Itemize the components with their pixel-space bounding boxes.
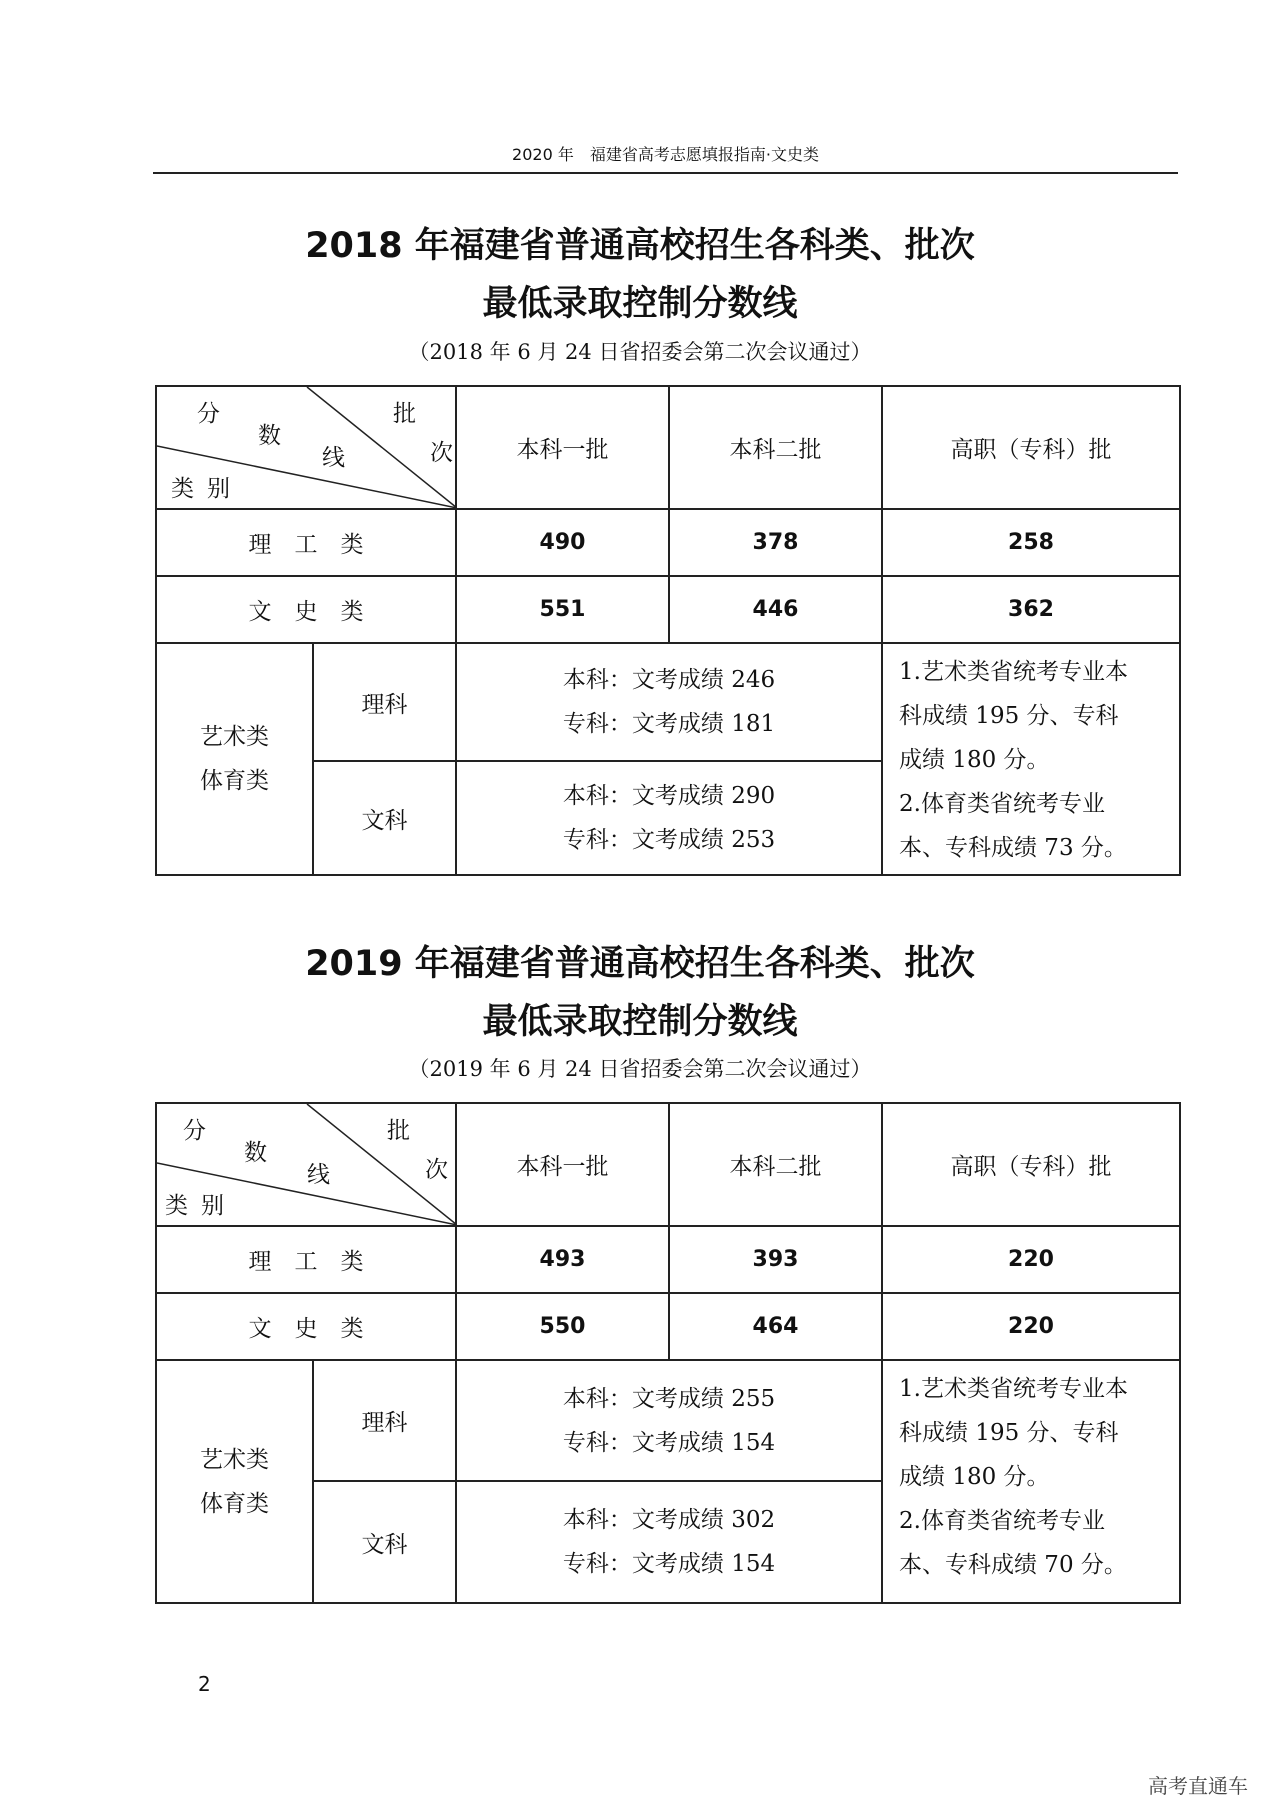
title-2018-line2: 最低录取控制分数线 bbox=[482, 284, 798, 324]
page-header: 2020 年 福建省高考志愿填报指南·文史类 bbox=[153, 138, 1178, 174]
art-sports-label bbox=[156, 1360, 313, 1603]
note-2a: 2.体育类省统考专业 bbox=[899, 791, 1105, 817]
row-label: 理 工 类 bbox=[156, 1226, 456, 1293]
table-row bbox=[156, 509, 1180, 576]
corner-ci: 次 bbox=[425, 1157, 448, 1183]
title-2019-line2: 最低录取控制分数线 bbox=[482, 1002, 798, 1042]
corner-lei: 类 bbox=[165, 1193, 188, 1219]
art-label: 艺术类 bbox=[200, 724, 269, 750]
score-value: 220 bbox=[882, 1293, 1180, 1360]
corner-cell bbox=[156, 1103, 456, 1226]
liberal-college-score: 专科：文考成绩 253 bbox=[562, 827, 776, 853]
science-bachelor-score: 本科：文考成绩 246 bbox=[562, 667, 776, 693]
column-header: 本科二批 bbox=[669, 1103, 882, 1226]
table-row bbox=[156, 643, 1180, 761]
note-1c: 成绩 180 分。 bbox=[899, 1464, 1050, 1490]
notes-cell bbox=[882, 1360, 1180, 1603]
corner-ci: 次 bbox=[430, 440, 453, 466]
art-label: 艺术类 bbox=[200, 1446, 269, 1473]
row-label: 文 史 类 bbox=[156, 576, 456, 643]
corner-bie: 别 bbox=[201, 1193, 224, 1219]
liberal-bachelor-score: 本科：文考成绩 290 bbox=[562, 783, 776, 809]
column-header: 本科一批 bbox=[456, 1103, 669, 1226]
score-value: 551 bbox=[456, 576, 669, 643]
row-label: 理 工 类 bbox=[156, 509, 456, 576]
score-value: 464 bbox=[669, 1293, 882, 1360]
table-header-row bbox=[156, 1103, 1180, 1226]
note-2b: 本、专科成绩 73 分。 bbox=[899, 835, 1127, 861]
notes-cell bbox=[882, 643, 1180, 875]
corner-lei: 类 bbox=[171, 476, 194, 502]
note-1b: 科成绩 195 分、专科 bbox=[899, 1420, 1119, 1446]
liberal-bachelor-score: 本科：文考成绩 302 bbox=[562, 1507, 776, 1533]
title-2018-line1: 2018 年福建省普通高校招生各科类、批次 bbox=[305, 226, 975, 266]
column-header: 高职（专科）批 bbox=[882, 1103, 1180, 1226]
corner-xian: 线 bbox=[307, 1162, 330, 1188]
note-2a: 2.体育类省统考专业 bbox=[899, 1508, 1105, 1534]
watermark: 高考直通车 bbox=[1148, 1774, 1248, 1798]
liberal-label: 文科 bbox=[313, 761, 456, 875]
subtitle-2019: （2019 年 6 月 24 日省招委会第二次会议通过） bbox=[408, 1057, 872, 1081]
corner-bie: 别 bbox=[207, 476, 230, 502]
science-scores bbox=[456, 643, 882, 761]
corner-fen: 分 bbox=[183, 1118, 206, 1144]
corner-pi: 批 bbox=[393, 401, 416, 427]
score-value: 490 bbox=[456, 509, 669, 576]
science-college-score: 专科：文考成绩 154 bbox=[562, 1429, 776, 1456]
art-sports-label bbox=[156, 643, 313, 875]
note-2b: 本、专科成绩 70 分。 bbox=[899, 1552, 1127, 1578]
science-label: 理科 bbox=[313, 643, 456, 761]
corner-cell bbox=[156, 386, 456, 509]
corner-xian: 线 bbox=[322, 445, 345, 471]
liberal-scores bbox=[456, 761, 882, 875]
column-header: 高职（专科）批 bbox=[882, 386, 1180, 509]
score-value: 446 bbox=[669, 576, 882, 643]
score-table-2019 bbox=[155, 1102, 1181, 1604]
score-value: 362 bbox=[882, 576, 1180, 643]
sports-label: 体育类 bbox=[200, 768, 269, 794]
liberal-college-score: 专科：文考成绩 154 bbox=[562, 1551, 776, 1577]
score-table-2018 bbox=[155, 385, 1181, 876]
subtitle-2018: （2018 年 6 月 24 日省招委会第二次会议通过） bbox=[408, 340, 872, 364]
page-number: 2 bbox=[198, 1672, 211, 1696]
score-value: 493 bbox=[456, 1226, 669, 1293]
score-value: 550 bbox=[456, 1293, 669, 1360]
corner-shu: 数 bbox=[244, 1140, 267, 1166]
table-row bbox=[156, 1293, 1180, 1360]
column-header: 本科二批 bbox=[669, 386, 882, 509]
score-value: 393 bbox=[669, 1226, 882, 1293]
liberal-scores bbox=[456, 1481, 882, 1603]
science-scores bbox=[456, 1360, 882, 1481]
title-2019-line1: 2019 年福建省普通高校招生各科类、批次 bbox=[305, 944, 975, 984]
corner-pi: 批 bbox=[387, 1118, 410, 1144]
note-1c: 成绩 180 分。 bbox=[899, 747, 1050, 773]
table-row bbox=[156, 1360, 1180, 1481]
column-header: 本科一批 bbox=[456, 386, 669, 509]
table-header-row bbox=[156, 386, 1180, 509]
table-row bbox=[156, 576, 1180, 643]
score-value: 220 bbox=[882, 1226, 1180, 1293]
note-1a: 1.艺术类省统考专业本 bbox=[899, 1376, 1128, 1402]
note-1b: 科成绩 195 分、专科 bbox=[899, 703, 1119, 729]
note-1a: 1.艺术类省统考专业本 bbox=[899, 659, 1128, 685]
science-bachelor-score: 本科：文考成绩 255 bbox=[562, 1385, 776, 1412]
row-label: 文 史 类 bbox=[156, 1293, 456, 1360]
liberal-label: 文科 bbox=[313, 1481, 456, 1603]
score-value: 258 bbox=[882, 509, 1180, 576]
score-value: 378 bbox=[669, 509, 882, 576]
science-label: 理科 bbox=[313, 1360, 456, 1481]
science-college-score: 专科：文考成绩 181 bbox=[562, 711, 776, 737]
corner-shu: 数 bbox=[258, 423, 281, 449]
sports-label: 体育类 bbox=[200, 1490, 269, 1517]
corner-fen: 分 bbox=[197, 401, 220, 427]
table-row bbox=[156, 1226, 1180, 1293]
